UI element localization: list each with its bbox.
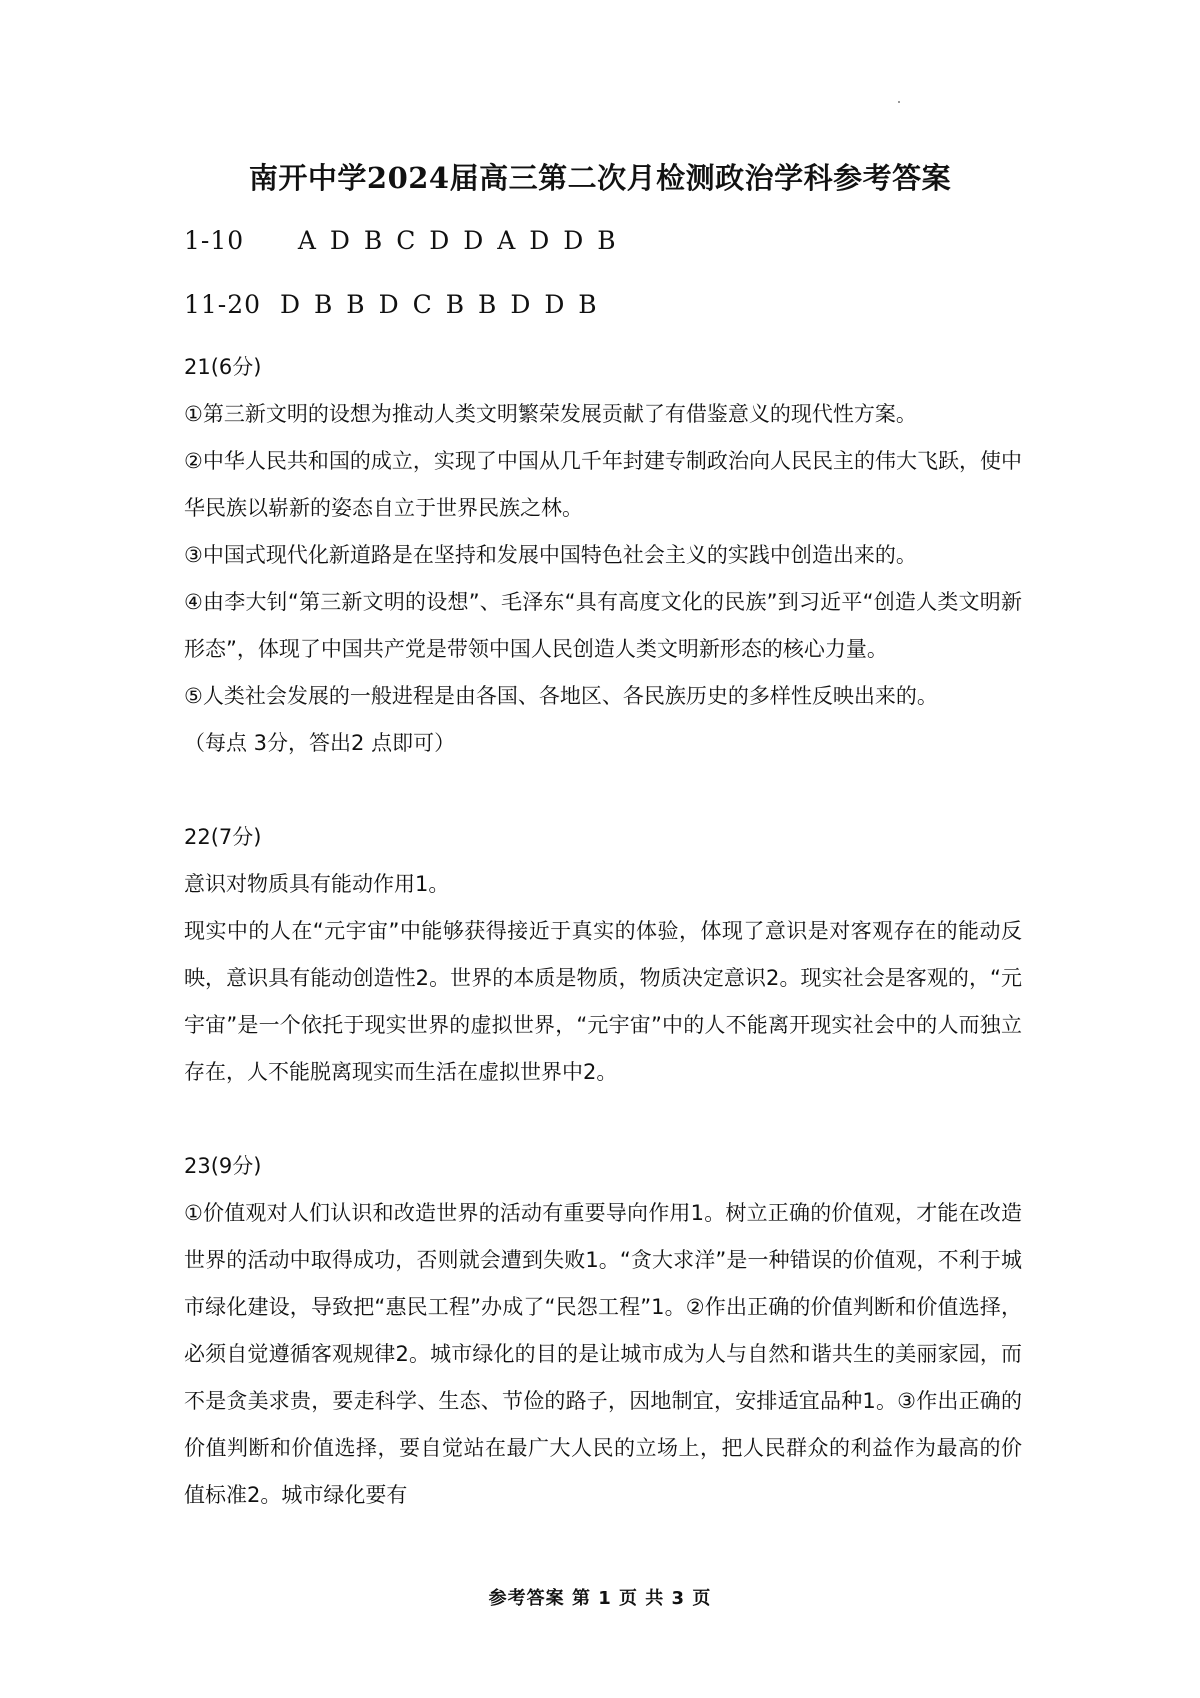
spacer	[184, 767, 1022, 814]
scan-speck	[898, 101, 900, 103]
q22-header: 22(7分)	[184, 825, 262, 849]
page-footer: 参考答案 第 1 页 共 3 页	[488, 1588, 712, 1609]
q21-header: 21(6分)	[184, 355, 262, 379]
mc-range: 11-20	[184, 290, 262, 319]
q21-point-4: ④由李大钊“第三新文明的设想”、毛泽东“具有高度文化的民族”到习近平“创造人类文明新形态”，体现了中国共产党是带领中国人民创造人类文明新形态的核心力量。	[184, 590, 1022, 661]
page-title: 南开中学2024届高三第二次月检测政治学科参考答案	[248, 161, 952, 195]
q22-line-1: 意识对物质具有能动作用1。	[184, 872, 450, 896]
q21-point-1: ①第三新文明的设想为推动人类文明繁荣发展贡献了有借鉴意义的现代性方案。	[184, 402, 917, 426]
spacer	[184, 1096, 1022, 1143]
mc-answers: D B B D C B B D D B	[280, 290, 598, 319]
mc-range: 1-10	[184, 226, 245, 255]
q21-point-2: ②中华人民共和国的成立，实现了中国从几千年封建专制政治向人民民主的伟大飞跃，使中华民族以崭新的姿态自立于世界民族之林。	[184, 449, 1022, 520]
mc-row-11-20	[184, 290, 598, 319]
answer-content	[184, 344, 1022, 1519]
q21-point-3: ③中国式现代化新道路是在坚持和发展中国特色社会主义的实践中创造出来的。	[184, 543, 917, 567]
q22-line-2: 现实中的人在“元宇宙”中能够获得接近于真实的体验，体现了意识是对客观存在的能动反映，意识具有能动创造性2。世界的本质是物质，物质决定意识2。现实社会是客观的，“元宇宙”是一个依托于现实世界的虚拟世界，“元宇宙”中的人不能离开现实社会中的人而独立存在，人不能脱离现实而生活在虚拟世界中2。	[184, 919, 1022, 1084]
mc-row-1-10	[184, 226, 617, 255]
q23-text: ①价值观对人们认识和改造世界的活动有重要导向作用1。树立正确的价值观，才能在改造世界的活动中取得成功，否则就会遭到失败1。“贪大求洋”是一种错误的价值观，不利于城市绿化建设，导致把“惠民工程”办成了“民怨工程”1。②作出正确的价值判断和价值选择，必须自觉遵循客观规律2。城市绿化的目的是让城市成为人与自然和谐共生的美丽家园，而不是贪美求贵，要走科学、生态、节俭的路子，因地制宜，安排适宜品种1。③作出正确的价值判断和价值选择，要自觉站在最广大人民的立场上，把人民群众的利益作为最高的价值标准2。城市绿化要有	[184, 1201, 1022, 1507]
q21-point-5: ⑤人类社会发展的一般进程是由各国、各地区、各民族历史的多样性反映出来的。	[184, 684, 938, 708]
mc-answers: A D B C D D A D D B	[297, 226, 617, 255]
q23-header: 23(9分)	[184, 1154, 262, 1178]
q21-scoring-note: （每点 3分，答出2 点即可）	[184, 731, 456, 755]
